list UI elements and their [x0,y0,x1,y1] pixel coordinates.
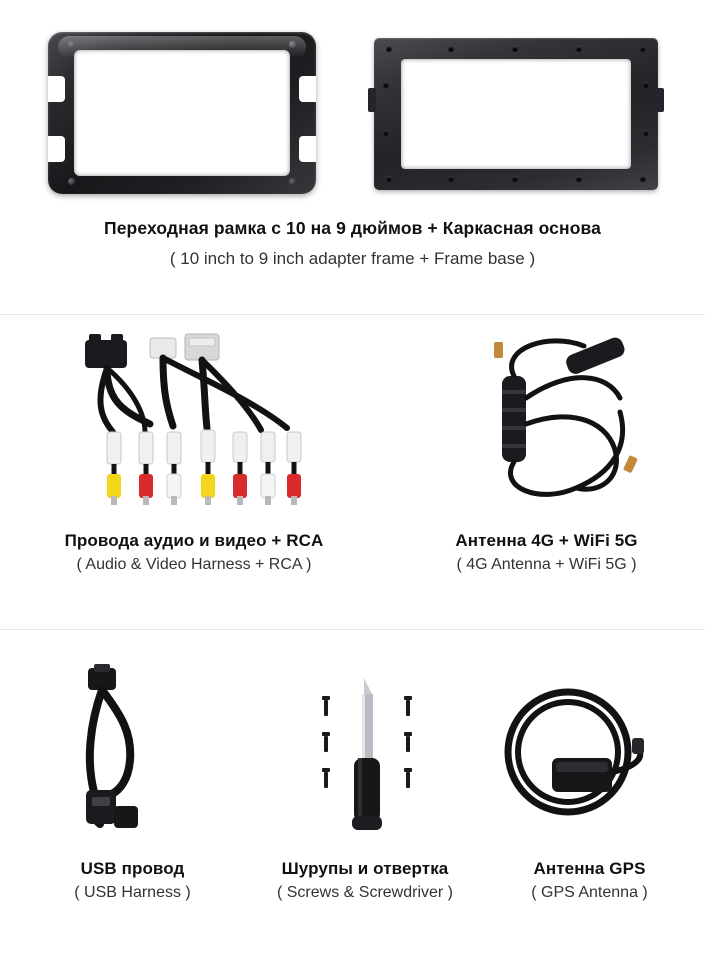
audio-video-harness-photo [55,332,345,512]
mount-hole-icon [512,46,518,52]
mount-hole-icon [640,46,646,52]
caption-en: ( USB Harness ) [74,884,191,902]
section-accessories [0,636,705,946]
frame-notch [48,136,65,162]
antenna-illustration [480,328,670,518]
mount-hole-icon [643,130,649,136]
mount-hole-icon [643,82,649,88]
frame-tab [656,88,664,112]
caption-ru: Переходная рамка с 10 на 9 дюймов + Каркасная основа [104,218,601,238]
caption-usb-harness [20,858,245,904]
screwdriver-illustration [300,674,440,844]
frame-notch [299,136,316,162]
screw-hole-icon [68,178,75,185]
mount-hole-icon [386,176,392,182]
section-harness-antenna [0,318,705,618]
mount-hole-icon [576,176,582,182]
frame-notch [48,76,65,102]
gps-antenna-photo [490,684,670,834]
mount-hole-icon [640,176,646,182]
caption-antenna-4g-wifi [388,530,705,576]
caption-en: ( 10 inch to 9 inch adapter frame + Frame base ) [169,248,536,268]
section-adapter-frame [0,0,705,300]
section-divider [0,314,705,315]
usb-harness-photo [60,664,230,844]
screw-hole-icon [289,41,296,48]
screws-screwdriver-photo [300,674,440,844]
gps-antenna-illustration [490,684,670,834]
mount-hole-icon [383,130,389,136]
caption-audio-video-harness [0,530,388,576]
frames-photo-row [0,26,705,201]
caption-ru: USB провод [80,859,185,878]
screw-hole-icon [68,41,75,48]
gloss-highlight [58,36,306,58]
caption-en: ( Audio & Video Harness + RCA ) [76,556,312,574]
mount-hole-icon [512,176,518,182]
caption-screws-screwdriver [240,858,490,904]
adapter-frame-photo [48,32,316,194]
frame-tab [368,88,376,112]
caption-en: ( 4G Antenna + WiFi 5G ) [456,556,637,574]
mount-hole-icon [386,46,392,52]
mount-hole-icon [448,46,454,52]
caption-gps-antenna [487,858,692,904]
section-divider [0,629,705,630]
caption-en: ( GPS Antenna ) [531,884,648,902]
caption-adapter-frame [0,218,705,270]
frame-notch [299,76,316,102]
mount-hole-icon [383,82,389,88]
caption-ru: Антенна GPS [533,859,646,878]
mount-hole-icon [576,46,582,52]
harness-illustration [55,332,345,512]
caption-en: ( Screws & Screwdriver ) [276,884,454,902]
caption-ru: Антенна 4G + WiFi 5G [455,531,638,550]
screw-hole-icon [289,178,296,185]
caption-ru: Провода аудио и видео + RCA [64,531,324,550]
antenna-4g-wifi-photo [480,328,670,518]
caption-ru: Шурупы и отвертка [281,859,449,878]
mount-hole-icon [448,176,454,182]
frame-base-photo [374,38,658,190]
usb-cable-illustration [60,664,230,844]
